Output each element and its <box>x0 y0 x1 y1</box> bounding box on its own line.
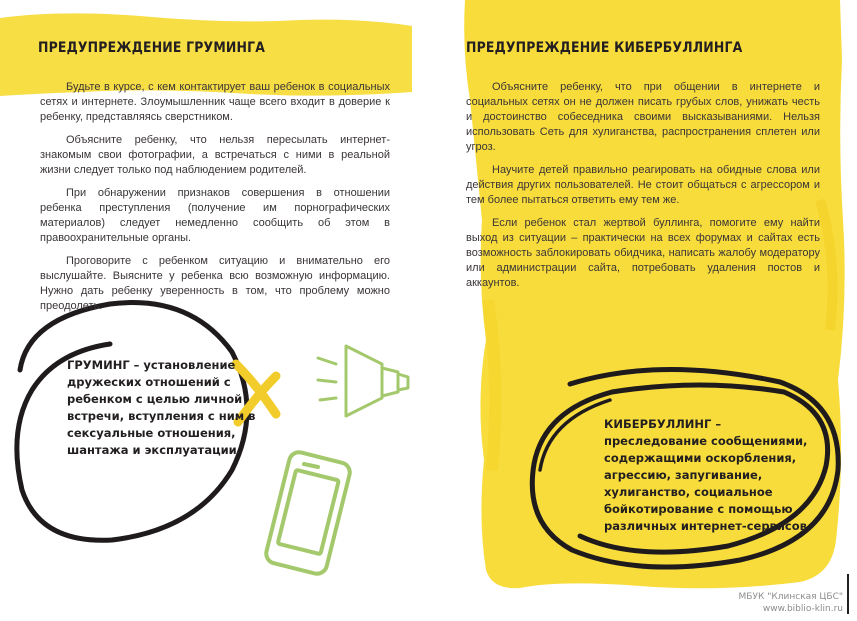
footer-organization: МБУК "Клинская ЦБС" <box>738 592 843 602</box>
grooming-paragraph: Объясните ребенку, что нельзя пересылать интернет-знакомым свои фотографии, а встречаться с ними в реальной жизни следует только под наблюдением родителей. <box>40 134 390 176</box>
footer-credit <box>739 591 843 615</box>
cyberbullying-paragraph: Объясните ребенку, что при общении в интернете и социальных сетях он не должен писать грубых слов, унижать честь и достоинство собеседника своими высказываниями. Нельзя использовать Сеть для хулиганства, распространения сплетен или угроз. <box>466 81 820 153</box>
grooming-paragraph: При обнаружении признаков совершения в отношении ребенка преступления (получение им порнографических материалов) следует немедленно сообщить об этом в правоохранительные органы. <box>40 187 390 244</box>
grooming-paragraph: Проговорите с ребенком ситуацию и внимательно его выслушайте. Выясните у ребенка всю возможную информацию. Нужно дать ребенку уверенность в том, что проблему можно преодолеть. <box>40 255 390 312</box>
heading-grooming: ПРЕДУПРЕЖДЕНИЕ ГРУМИНГА <box>38 40 266 56</box>
cyberbullying-definition-text: – преследование сообщениями, содержащими оскорбления, агрессию, запугивание, хулиганство, социальное бойкотирование с помощью различных интернет-сервисов. <box>604 417 812 533</box>
cyberbullying-term: КИБЕРБУЛЛИНГ <box>604 417 712 431</box>
grooming-definition-text: – установление дружеских отношений с ребенком с целью личной встречи, вступления с ним в сексуальные отношения, шантажа и эксплуатации. <box>67 358 256 457</box>
cyberbullying-paragraph: Научите детей правильно реагировать на обидные слова или действия других пользователей. Не стоит общаться с агрессором и тем более пытаться ответить ему тем же. <box>466 164 820 206</box>
page-edge-line <box>847 574 849 614</box>
heading-cyberbullying: ПРЕДУПРЕЖДЕНИЕ КИБЕРБУЛЛИНГА <box>466 40 743 56</box>
footer-website-link[interactable]: www.biblio-klin.ru <box>762 604 843 614</box>
cyberbullying-definition <box>604 416 824 535</box>
page-left <box>0 0 428 621</box>
grooming-term: ГРУМИНГ <box>67 358 130 372</box>
grooming-definition <box>67 357 267 459</box>
cyberbullying-paragraph: Если ребенок стал жертвой буллинга, помогите ему найти выход из ситуации – практически на всех форумах и сайтах есть возможность заблокировать обидчика, написать жалобу модератору или администрации сайта, потребовать удаления постов и аккаунтов. <box>466 217 820 289</box>
page-right <box>428 0 857 621</box>
cyberbullying-text <box>466 80 820 299</box>
grooming-paragraph: Будьте в курсе, с кем контактирует ваш ребенок в социальных сетях и интернете. Злоумышленник чаще всего входит в доверие к ребенку, представляясь сверстником. <box>40 81 390 123</box>
grooming-text <box>40 80 390 322</box>
